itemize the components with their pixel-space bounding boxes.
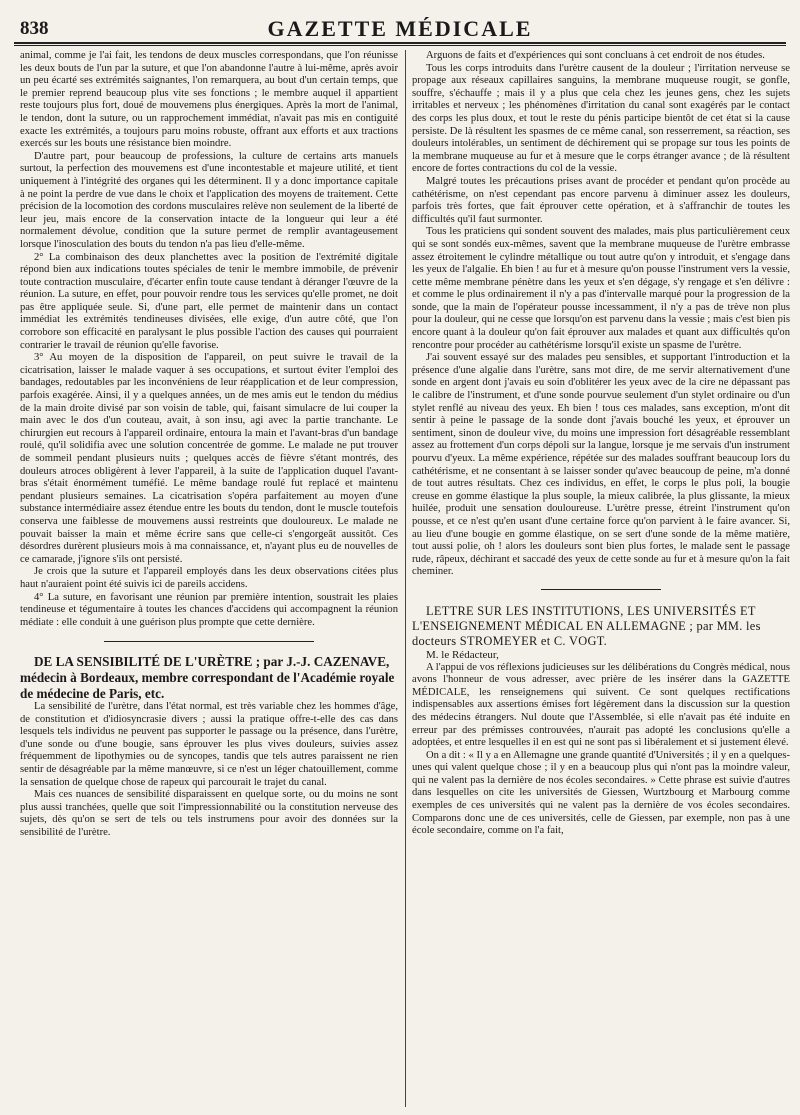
paragraph: Arguons de faits et d'expériences qui sont concluans à cet endroit de nos études.: [426, 50, 765, 61]
article-separator: [104, 641, 314, 642]
right-column: [412, 50, 790, 1111]
paragraph: A l'appui de vos réflexions judicieuses sur les délibérations du Congrès médical, nous avons l'honneur de vous adresser, avec prière de les insérer dans la GAZETTE MÉDICALE, les renseignemens qui suivent. Ce sont quelques rectifications indispensables aux assertions émises fort légèrement dans la discussion sur la question des médecins étrangers. Nul doute que l'Assemblée, si elle n'avait pas été induite en erreur par des prémisses controuvées, n'aurait pas adopté les conclusions qu'elle a adoptées, et entre lesquelles il en est qui ne sont pas si libéralement et si justement élevé.: [412, 661, 790, 749]
letter-title: LETTRE SUR LES INSTITUTIONS, LES UNIVERSITÉS ET L'ENSEIGNEMENT MÉDICAL EN ALLEMAGNE ; par MM. les docteurs STROMEYER et C. VOGT.: [412, 603, 761, 648]
header-rule-thin: [14, 45, 786, 46]
paragraph: D'autre part, pour beaucoup de professions, la culture de certains arts manuels surtout, la perfection des mouvemens est d'une incontestable et majeure utilité, et tient uniquement à l'intégrité des organes qui les déterminent. Il y a donc importance capitale à ne point la perdre de vue dans le choix et l'application des moyens de traitement. Cette précision de la locomotion des cordons musculaires relève non seulement de la liberté de leur jeu, mais encore de la conservation intacte de la longueur qui leur a été normalement dévolue, condition que la suture permet de remplir avantageusement lorsque l'inosculation des bouts du tendon n'a pas lieu d'elle-même.: [20, 150, 398, 250]
paragraph: J'ai souvent essayé sur des malades peu sensibles, et supportant l'introduction et la présence d'une algalie dans l'urètre, sans mot dire, de me servir alternativement d'une sonde en argent dont j'avais eu soin d'oblitérer les yeux avec de la cire ne dépassant pas le calibre de l'instrument, et d'une sonde pourvue seulement d'un stylet ordinaire ou d'un stylet renflé au niveau des yeux. Eh bien ! tous ces malades, sans exception, m'ont dit sentir à peine le passage de la sonde dont j'avais bouché les yeux, et éprouver un sentiment, sinon de douleur vive, du moins une impression fort désagréable ressemblant assez au frottement d'un corps dépoli sur la langue, lorsque je me servais d'un instrument pourvu d'yeux. La même expérience, répétée sur des malades souffrant beaucoup lors du cathétérisme, et ne consentant à se laisser sonder qu'avec beaucoup de peine, m'a donné de tout autres résultats. Chez ces individus, en effet, le corps le plus poli, la bougie creuse en gomme élastique la plus souple, la mieux calibrée, la plus glissante, la mieux huilée, produit une sensation douloureuse. L'urètre presse, étreint l'instrument qu'on pousse, et ce n'est qu'en usant d'une certaine force qu'on parvient à le faire avancer. Si, au lieu d'une bougie en gomme élastique, on se sert d'une sonde de la même matière, tout aussi polie, oh ! alors les douleurs sont bien plus fortes, le malade sent le passage rude, râpeux, déchirant et saccadé des yeux de cette sonde au fur et à mesure qu'on la fait cheminer.: [412, 352, 790, 578]
paragraph: Tous les praticiens qui sondent souvent des malades, mais plus particulièrement ceux qui se sont sondés eux-mêmes, savent que la membrane muqueuse de l'urètre embrasse assez étroitement le cylindre métallique ou tout autre qu'on y introduit, et s'engage dans les yeux de l'algalie. Eh bien ! au fur et à mesure qu'on pousse l'instrument vers la vessie, cette même membrane pénètre dans les yeux et s'en dégage, s'y rengage et s'en délivre : et comme le plus ordinairement il n'y a pas d'intervalle marqué pour la progression de la sonde, que la main de l'opérateur pousse incessamment, il n'y a pas de trève non plus pour la douleur, qui ne cesse que lorsqu'on est parvenu dans la vessie ; mais c'est bien pis encore quant à la douleur qu'on fait éprouver aux malades et quant aux difficultés qu'on rencontre pour procéder au cathétérisme lorsqu'il existe un spasme de l'urètre.: [412, 226, 790, 351]
paragraph: Malgré toutes les précautions prises avant de procéder et pendant qu'on procède au cathétérisme, on n'est cependant pas encore parvenu à diminuer assez les douleurs, parfois très fortes, que fait éprouver cette opération, et à s'affranchir de toutes les difficultés qu'il faut surmonter.: [412, 175, 790, 225]
article-separator: [541, 589, 661, 590]
salutation: M. le Rédacteur,: [426, 648, 499, 661]
column-divider: [405, 50, 406, 1107]
paragraph: 3° Au moyen de la disposition de l'appareil, on peut suivre le travail de la cicatrisation, laisser le malade vaquer à ses occupations, et surtout éviter l'emploi des bandages, redoutables par les inconvéniens de leur réapplication et de leur compression, parfois exagérée. Ainsi, il y a quelques années, un de mes amis eut le tendon du médius de la main droite divisé par son voisin de table, qui, faisant simulacre de lui couper la main avec le dos d'un couteau, avait, à son insu, agi avec la partie tranchante. Le chirurgien eut recours à l'appareil ordinaire, entoura la main et l'avant-bras d'un bandage roulé, qu'il solidifia avec une solution concentrée de gomme. Le malade ne put trouver de sommeil pendant plusieurs nuits ; quelques accès de fièvre s'étant montrés, des douleurs atroces obligèrent à lever l'appareil, à la suite de l'application duquel l'avant-bras s'était énormément tuméfié. Le même bandage roulé fut replacé et maintenu pendant plusieurs semaines. La cicatrisation s'opéra parfaitement au moyen d'une substance intermédiaire assez étendue entre les bouts du tendon, dont le muscle toutefois conserva une faiblesse de mouvemens aussi restreints que douloureux. Le malade ne pouvait baisser la main et même écrire sans que celle-ci s'engorgeât aussitôt. Ces désordres durèrent plusieurs mois à ma connaissance, et, n'ayant plus eu de nouvelles de ce camarade, j'ignore s'ils ont persisté.: [20, 352, 398, 565]
journal-title: GAZETTE MÉDICALE: [267, 16, 533, 41]
paragraph: Je crois que la suture et l'appareil employés dans les deux observations citées plus haut n'auraient point été suivis ici de pareils accidens.: [20, 566, 398, 590]
paragraph: Tous les corps introduits dans l'urètre causent de la douleur ; l'irritation nerveuse se propage aux réseaux capillaires sanguins, la membrane muqueuse rougit, se gonfle, souffre, s'échauffe ; mais il y a plus que cela chez les jeunes gens, chez les sujets irritables et nerveux ; les phénomènes d'irritation du canal sont exagérés par le contact des corps les plus doux, et tout le reste du pénis participe bientôt de cet état si la cause persiste. De là résultent les spasmes de ce même canal, son resserrement, sa réaction, ses douleurs intolérables, un sentiment de déchirement qui se propage sur tous les points de la membrane muqueuse au fur et à mesure que le corps étranger avance ; de là résultent encore de fortes contractions du col de la vessie.: [412, 62, 790, 175]
paragraph: Mais ces nuances de sensibilité disparaissent en quelque sorte, ou du moins ne sont plus aussi tranchées, quelle que soit l'impressionnabilité ou la constitution nerveuse des sujets, dès qu'on se sert de tels ou tels instrumens pour avoir des données sur la sensibilité de l'urètre.: [20, 789, 398, 839]
paragraph: La sensibilité de l'urètre, dans l'état normal, est très variable chez les hommes d'âge, de constitution et d'idiosyncrasie divers ; aussi la pratique offre-t-elle des cas dans lesquels tels individus ne peuvent pas supporter le passage ou la présence, dans l'urètre, d'une sonde ou d'une bougie, sans éprouver les plus vives douleurs, suivies assez fréquemment de lipothymies ou de syncopes, tandis que tels autres paraissent ne rien sentir de désagréable par la même manœuvre, si ce n'est un léger chatouillement, comme la sensation de quelque chose de rapeux qui parcourait le trajet du canal.: [20, 701, 398, 788]
paragraph: 4° La suture, en favorisant une réunion par première intention, soustrait les plaies tendineuse et tégumentaire à toutes les chances d'accidens qui accompagnent la réunion médiate : elle conduit à une guérison plus prompte que cette dernière.: [20, 591, 398, 628]
page-number: 838: [20, 18, 49, 39]
header-rule: [14, 42, 786, 44]
paragraph: On a dit : « Il y a en Allemagne une grande quantité d'Universités ; il y en a quelques-unes qui valent quelque chose ; il y en a beaucoup plus qui n'ont pas la moindre valeur, qui ne valent pas la dernière de nos écoles secondaires. » Cette phrase est suivie d'autres dans lesquelles on cite les universités de Giessen, Wurtzbourg et Marbourg comme exemples de ces universités qui ne valent pas la dernière de vos écoles secondaires. Comparons donc une de ces universités, celle de Giessen, par exemple, non pas à une école secondaire, comme on l'a fait,: [412, 749, 790, 837]
paragraph: 2° La combinaison des deux planchettes avec la position de l'extrémité digitale répond bien aux indications toutes spéciales de tenir le membre immobile, de prévenir toute contraction musculaire, d'écarter enfin toute cause tendant à déranger l'œuvre de la réunion. La suture, en effet, pour pouvoir rendre tous les services qu'elle promet, ne doit pas être appliquée seule. Si, d'une part, elle permet de maintenir dans un contact immédiat les extrémités tendineuses divisées, elle exige, d'un autre côté, que l'on corrobore son efficacité en paralysant le plus possible l'action des causes qui pourraient contrarier le travail de réunion qu'elle favorise.: [20, 251, 398, 351]
left-column: [20, 50, 398, 1111]
paragraph: animal, comme je l'ai fait, les tendons de deux muscles correspondans, que l'on réunisse les deux bouts de l'un par la suture, et que l'on abandonne l'autre à lui-même, après avoir un peu écarté ses extrémités saignantes, l'on remarquera, au bout d'un certain temps, que le premier reprend beaucoup plus vite ses fonctions ; le membre auquel il appartient reste toujours plus fort, doué de mouvemens plus énergiques. Après la mort de l'animal, le tendon, dont la suture, ou un rapprochement immédiat, n'avait pas mis en contiguité exacte les extrémités, a toujours paru moins robuste, offrant aux efforts et aux tractions exercés sur les bouts une résistance bien moindre.: [20, 50, 398, 150]
page-header: [14, 6, 786, 46]
article-title: DE LA SENSIBILITÉ DE L'URÈTRE ; par J.-J. CAZENAVE, médecin à Bordeaux, membre correspondant de l'Académie royale de médecine de Paris, etc.: [20, 654, 395, 701]
